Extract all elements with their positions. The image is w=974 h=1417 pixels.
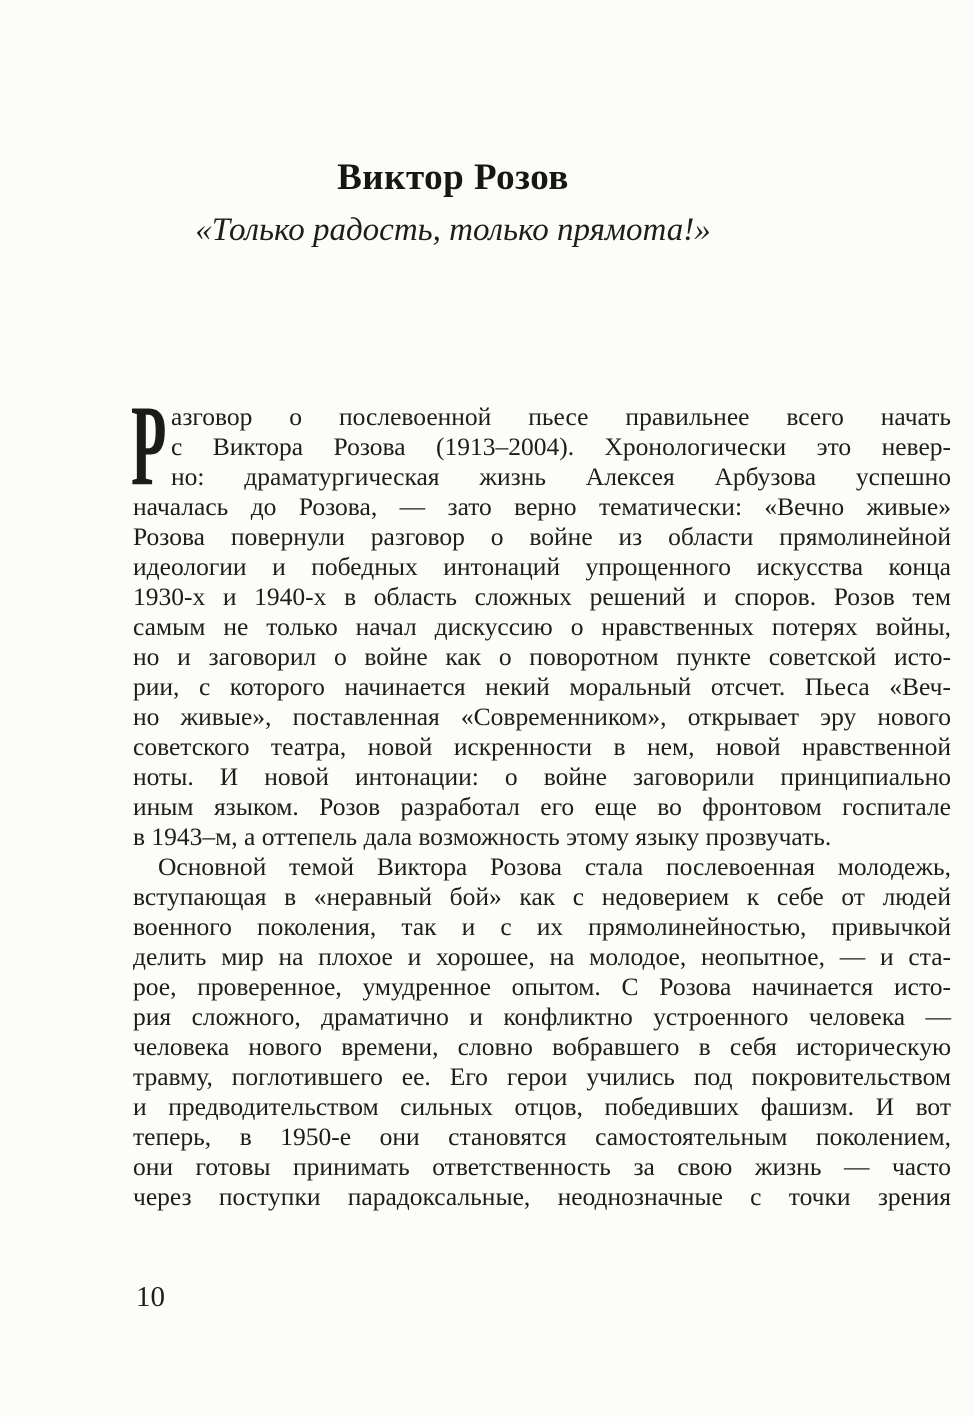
text-line: рии, с которого начинается некий моральный отсчет. Пьеса «Веч-: [133, 672, 951, 701]
text-line: рия сложного, драматично и конфликтно устроенного человека —: [133, 1002, 951, 1031]
text-line: через поступки парадоксальные, неоднозначные с точки зрения: [133, 1182, 951, 1211]
text-line: военного поколения, так и с их прямолинейностью, привычкой: [133, 912, 951, 941]
text-line: травму, поглотившего ее. Его герои учились под покровительством: [133, 1062, 951, 1091]
text-line: азговор о послевоенной пьесе правильнее всего начать: [171, 402, 951, 431]
text-line: они готовы принимать ответственность за свою жизнь — часто: [133, 1152, 951, 1181]
text-line: советского театра, новой искренности в нем, новой нравственной: [133, 732, 951, 761]
text-line: идеологии и победных интонаций упрощенного искусства конца: [133, 552, 951, 581]
chapter-heading: [133, 156, 773, 250]
text-line: ноты. И новой интонации: о войне заговорили принципиально: [133, 762, 951, 791]
text-line: самым не только начал дискуссию о нравственных потерях войны,: [133, 612, 951, 641]
text-line: в 1943–м, а оттепель дала возможность этому языку прозвучать.: [133, 822, 832, 851]
text-line: человека нового времени, словно вобравшего в себя историческую: [133, 1032, 951, 1061]
text-line: началась до Розова, — зато верно тематически: «Вечно живые»: [133, 492, 951, 521]
text-line: 1930-х и 1940-х в область сложных решений и споров. Розов тем: [133, 582, 951, 611]
chapter-subtitle: «Только радость, только прямота!»: [195, 212, 711, 248]
text-line: Розова повернули разговор о войне из области прямолинейной: [133, 522, 951, 551]
text-line: но живые», поставленная «Современником», открывает эру нового: [133, 702, 951, 731]
text-line: иным языком. Розов разработал его еще во фронтовом госпитале: [133, 792, 951, 821]
paragraph: [131, 382, 951, 852]
chapter-title: Виктор Розов: [337, 157, 569, 198]
text-line: рое, проверенное, умудренное опытом. С Розова начинается исто-: [133, 972, 951, 1001]
text-line: и предводительством сильных отцов, победивших фашизм. И вот: [133, 1092, 951, 1121]
body-text: [131, 382, 951, 1212]
text-line: но и заговорил о войне как о поворотном пункте советской исто-: [133, 642, 951, 671]
text-line: вступающая в «неравный бой» как с недоверием к себе от людей: [133, 882, 951, 911]
text-line: Основной темой Виктора Розова стала послевоенная молодежь,: [158, 852, 951, 881]
paragraph: [133, 852, 951, 1212]
text-line: с Виктора Розова (1913–2004). Хронологически это невер-: [171, 432, 951, 461]
text-line: теперь, в 1950-е они становятся самостоятельным поколением,: [133, 1122, 951, 1151]
text-line: но: драматургическая жизнь Алексея Арбузова успешно: [171, 462, 951, 491]
drop-cap: Р: [131, 382, 167, 510]
text-line: делить мир на плохое и хорошее, на молодое, неопытное, — и ста-: [133, 942, 951, 971]
page-number: 10: [136, 1281, 165, 1313]
